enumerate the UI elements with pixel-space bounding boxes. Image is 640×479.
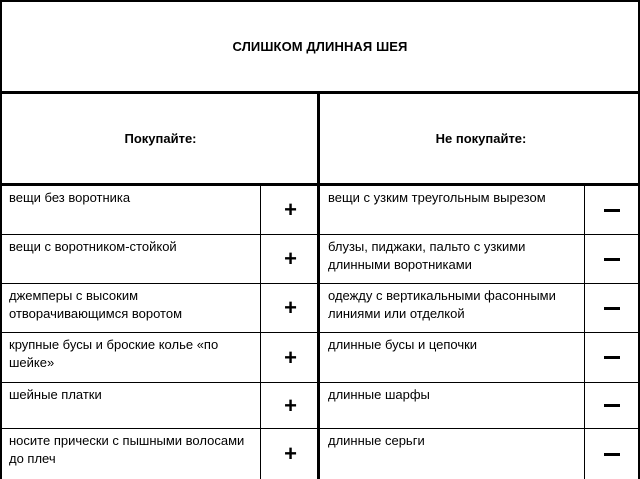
dont-buy-item: вещи с узким треугольным вырезом	[328, 190, 546, 205]
minus-cell	[584, 284, 639, 332]
plus-icon: +	[284, 197, 297, 222]
buy-item: вещи с воротником-стойкой	[9, 239, 177, 254]
plus-cell	[260, 186, 320, 234]
plus-icon: +	[284, 246, 297, 271]
plus-icon: +	[284, 392, 297, 418]
minus-cell	[584, 383, 639, 428]
table-row	[2, 284, 638, 333]
buy-item: вещи без воротника	[9, 190, 131, 205]
header-dont-buy: Не покупайте:	[435, 131, 527, 146]
dont-buy-item: длинные бусы и цепочки	[328, 337, 478, 352]
table-body	[0, 186, 640, 479]
plus-icon: +	[284, 295, 297, 320]
minus-icon	[604, 209, 620, 212]
dont-buy-item: блузы, пиджаки, пальто с узкими длинными воротниками	[328, 239, 526, 272]
buy-item: шейные платки	[9, 387, 102, 402]
table-row	[2, 186, 638, 235]
minus-icon	[604, 307, 620, 310]
minus-icon	[604, 258, 620, 261]
plus-icon: +	[284, 441, 297, 466]
column-divider	[317, 94, 320, 479]
minus-cell	[584, 429, 639, 479]
header-buy: Покупайте:	[124, 131, 197, 146]
buy-item: носите прически с пышными волосами до плеч	[9, 433, 245, 466]
minus-cell	[584, 333, 639, 382]
buy-item: джемперы с высоким отворачивающимся воротом	[9, 288, 183, 321]
minus-cell	[584, 235, 639, 283]
plus-cell	[260, 284, 320, 332]
table-row	[2, 333, 638, 383]
plus-cell	[260, 235, 320, 283]
table-title: СЛИШКОМ ДЛИННАЯ ШЕЯ	[232, 39, 408, 54]
minus-icon	[604, 404, 620, 407]
plus-icon: +	[284, 344, 297, 370]
minus-icon	[604, 453, 620, 456]
plus-cell	[260, 429, 320, 479]
dont-buy-item: длинные серьги	[328, 433, 425, 448]
table-row	[2, 235, 638, 284]
minus-cell	[584, 186, 639, 234]
table-row	[2, 383, 638, 429]
dont-buy-item: длинные шарфы	[328, 387, 430, 402]
plus-cell	[260, 383, 320, 428]
header-row	[0, 94, 640, 186]
dont-buy-item: одежду с вертикальными фасонными линиями или отделкой	[328, 288, 556, 321]
buy-item: крупные бусы и броские колье «по шейке»	[9, 337, 219, 370]
table-row	[2, 429, 638, 479]
table-title-row	[0, 0, 640, 94]
plus-cell	[260, 333, 320, 382]
minus-icon	[604, 356, 620, 359]
